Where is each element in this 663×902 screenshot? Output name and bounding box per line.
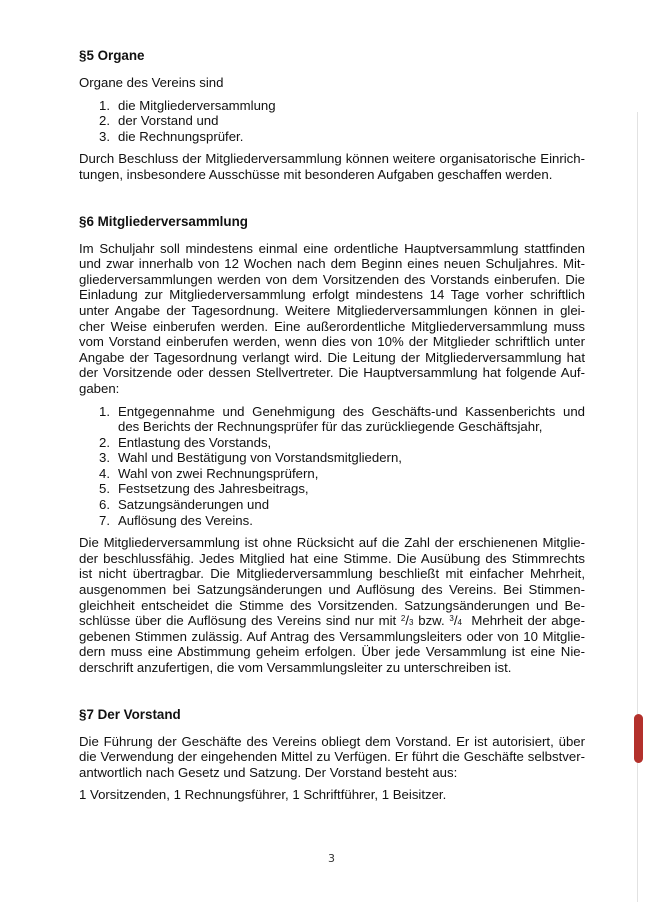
list-text: Satzungsänderungen und [118,497,270,513]
list-text: Wahl und Bestätigung von Vorstandsmitgliedern, [118,450,402,466]
list-text: Auflösung des Vereins. [118,512,253,528]
list-text: Festsetzung des Jahresbeitrags, [118,481,309,497]
paragraph-text: bzw. [413,613,450,629]
fraction-numerator: 2 [400,614,406,624]
list-number: 2. [99,113,110,129]
section-gap [79,683,585,707]
list-number: 4. [99,465,110,481]
list-number: 2. [99,434,110,450]
list-text: der Vorstand und [118,113,219,129]
tasks-list [79,404,585,529]
organs-list [79,98,585,145]
fraction-denominator: 3 [409,618,414,628]
document-page [79,48,585,810]
list-text: die Rechnungsprüfer. [118,128,244,144]
list-text: Entlastung des Vorstands, [118,434,272,450]
fraction-three-quarters: $^3$/4 [449,613,462,629]
page-number: 3 [328,852,335,865]
section-paragraph: Durch Beschluss der Mitgliederversammlung können weitere organisatorische Einrichtungen, insbesondere Ausschüsse mit besonderen Aufgaben geschaffen werden. [79,151,585,182]
list-number: 5. [99,481,110,497]
section-5-organe [79,48,585,183]
section-heading: §5 Organe [79,48,145,63]
section-heading: §7 Der Vorstand [79,706,181,722]
list-text: Wahl von zwei Rechnungsprüfern, [118,465,319,481]
list-number: 7. [99,512,110,528]
list-item [79,497,585,513]
list-number: 3. [99,128,110,144]
list-number: 1. [99,403,110,419]
board-composition: 1 Vorsitzenden, 1 Rechnungsführer, 1 Schriftführer, 1 Beisitzer. [79,787,447,803]
list-item [79,481,585,497]
section-intro: Organe des Vereins sind [79,75,224,90]
fraction-two-thirds: $^2$/3 [400,613,414,629]
section-paragraph [79,535,585,675]
section-heading: §6 Mitgliederversammlung [79,213,248,229]
page-edge-line [637,112,638,902]
section-6-mitgliederversammlung [79,214,585,676]
list-item [79,404,585,435]
paragraph-text: Mehrheit der abgegebenen Stimmen zulässig. Auf Antrag des Versammlungsleiters oder von 10 Mitgliedern muss eine Abstimmung geheim erfolgen. Über jede Versammlung ist eine Niederschrift anzufertigen, die vom Versammlungsleiter zu unterschreiben ist. [79,613,585,675]
list-item [79,113,585,129]
list-item [79,435,585,451]
section-intro: Die Führung der Geschäfte des Vereins obliegt dem Vorstand. Er ist autorisiert, über die Verwendung der eingehenden Mittel zu Verfügen. Er führt die Geschäfte selbstverantwortlich nach Gesetz und Satzung. Der Vorstand besteht aus: [79,733,585,780]
fraction-denominator: 4 [457,618,462,628]
list-text: Entgegennahme und Genehmigung des Geschäfts-und Kassenberichts und des Berichts der Rechnungsprüfer für das zurückliegende Geschäftsjahr, [118,403,585,435]
list-item [79,466,585,482]
list-item [79,513,585,529]
scrollbar-thumb[interactable] [634,714,643,763]
list-number: 6. [99,497,110,513]
section-intro: Im Schuljahr soll mindestens einmal eine ordentliche Hauptversammlung stattfinden und zwar innerhalb von 12 Wochen nach dem Beginn eines neuen Schuljahres. Mitgliederversammlungen werden von dem Vorsitzenden des Vorstands einberufen. Die Einladung zur Mitgliederversammlung erfolgt mindestens 14 Tage vorher schriftlich unter Angabe der Tagesordnung. Weitere Mitgliederversammlungen können in gleicher Weise einberufen werden. Eine außerordentliche Mitgliederversammlung muss vom Vorstand einberufen werden, wenn dies von 10% der Mitglieder schriftlich unter Angabe der Tagesordnung verlangt wird. Die Leitung der Mitgliederversammlung hat der Vorsitzende oder dessen Stellvertreter. Die Hauptversammlung hat folgende Aufgaben: [79,240,585,396]
section-7-vorstand [79,707,585,803]
list-item [79,98,585,114]
list-number: 3. [99,450,110,466]
list-text: die Mitgliederversammlung [118,97,276,113]
section-gap [79,190,585,214]
list-item [79,450,585,466]
fraction-numerator: 3 [449,614,454,624]
paragraph-text: Die Mitgliederversammlung ist ohne Rücksicht auf die Zahl der erschienenen Mitglieder beschlussfähig. Jedes Mitglied hat eine Stimme. Die Ausübung des Stimmrechts ist nicht übertragbar. Die Mitgliederversammlung beschließt mit einfacher Mehrheit, ausgenommen bei Satzungsänderungen und Auflösung des Vereins. Bei Stimmengleichheit entscheidet die Stimme des Vorsitzenden. Satzungsänderungen und Beschlüsse über die Auflösung des Vereins sind nur mit [79,535,585,629]
list-number: 1. [99,97,110,113]
list-item [79,129,585,145]
